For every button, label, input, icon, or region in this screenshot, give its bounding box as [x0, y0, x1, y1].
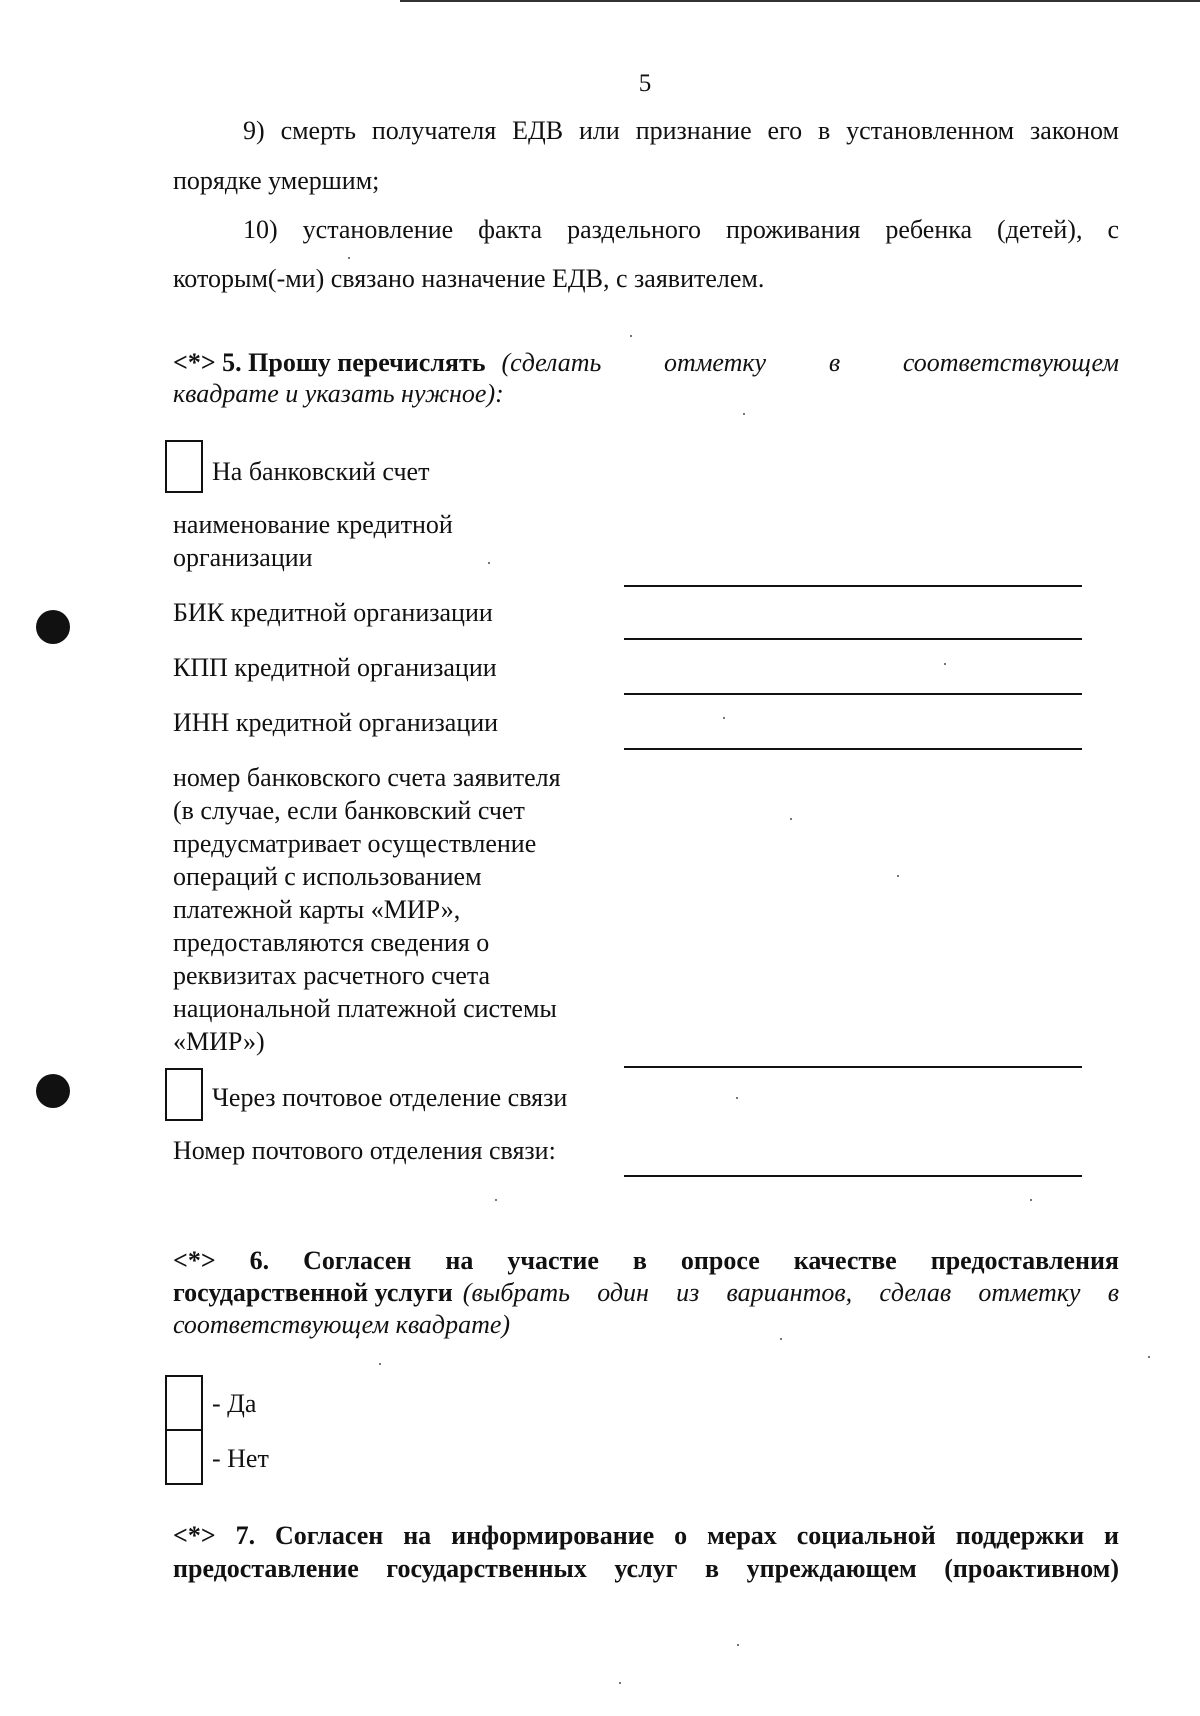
scan-speck	[495, 1199, 497, 1201]
scan-speck	[379, 1363, 381, 1365]
survey-yes-label: - Да	[212, 1389, 257, 1418]
bik-field[interactable]	[624, 638, 1082, 640]
kpp-label: КПП кредитной организации	[173, 653, 497, 682]
post-number-label: Номер почтового отделения связи:	[173, 1136, 556, 1165]
scan-speck	[897, 875, 899, 877]
survey-yes-checkbox[interactable]	[165, 1375, 203, 1431]
item-10-line2: которым(-ми) связано назначение ЕДВ, с заявителем.	[173, 264, 765, 293]
post-number-field[interactable]	[624, 1175, 1082, 1177]
section5-heading-bold: <*> 5. Прошу перечислять	[173, 348, 486, 377]
scan-speck	[780, 1338, 782, 1340]
bank-account-label: На банковский счет	[212, 457, 430, 486]
account-number-field[interactable]	[624, 1066, 1082, 1068]
item-10-line1: 10) установление факта раздельного проживания ребенка (детей), с	[243, 215, 1119, 244]
scan-speck	[488, 562, 490, 564]
scan-speck	[630, 335, 632, 337]
punch-hole-mark	[36, 1074, 70, 1108]
post-office-label: Через почтовое отделение связи	[212, 1083, 568, 1112]
account-label-line: номер банковского счета заявителя	[173, 763, 561, 792]
section6-instruction-2: соответствующем квадрате)	[173, 1310, 511, 1339]
section5-instruction-1: (сделать отметку в соответствующем	[501, 348, 1119, 377]
bank-account-checkbox[interactable]	[165, 440, 203, 493]
account-label-line: предусматривает осуществление	[173, 829, 537, 858]
scan-speck	[737, 1644, 739, 1646]
org-name-label-2: организации	[173, 543, 313, 572]
account-label-line: национальной платежной системы	[173, 994, 557, 1023]
punch-hole-mark	[36, 610, 70, 644]
account-label-line: операций с использованием	[173, 862, 482, 891]
top-border-line	[400, 0, 1200, 2]
account-label-line: «МИР»)	[173, 1027, 265, 1056]
account-label-line: реквизитах расчетного счета	[173, 961, 491, 990]
bik-label: БИК кредитной организации	[173, 598, 493, 627]
scan-speck	[790, 818, 792, 820]
section6-heading-line1: <*> 6. Согласен на участие в опросе качестве предоставления	[173, 1246, 1119, 1275]
scan-speck	[723, 717, 725, 719]
kpp-field[interactable]	[624, 693, 1082, 695]
survey-no-label: - Нет	[212, 1444, 269, 1473]
org-name-field[interactable]	[624, 585, 1082, 587]
section6-heading-line2	[173, 1277, 1119, 1308]
item-9-line1: 9) смерть получателя ЕДВ или признание его в установленном законом	[243, 116, 1119, 145]
scan-speck	[619, 1682, 621, 1684]
section5-instruction-2: квадрате и указать нужное):	[173, 379, 504, 408]
survey-no-checkbox[interactable]	[165, 1429, 203, 1485]
org-name-label-1: наименование кредитной	[173, 510, 453, 539]
inn-label: ИНН кредитной организации	[173, 708, 499, 737]
scan-speck	[1148, 1356, 1150, 1358]
item-9-line2: порядке умершим;	[173, 166, 380, 195]
account-label-line: платежной карты «МИР»,	[173, 895, 461, 924]
scan-speck	[944, 663, 946, 665]
account-label-line: (в случае, если банковский счет	[173, 796, 525, 825]
section7-heading-line2: предоставление государственных услуг в упреждающем (проактивном)	[173, 1554, 1119, 1583]
page-number: 5	[638, 70, 652, 97]
account-label-line: предоставляются сведения о	[173, 928, 490, 957]
scan-speck	[348, 257, 350, 259]
scan-speck	[1030, 1199, 1032, 1201]
post-office-checkbox[interactable]	[165, 1068, 203, 1121]
scan-speck	[736, 1097, 738, 1099]
scan-speck	[743, 413, 745, 415]
section6-heading-bold: государственной услуги	[173, 1278, 453, 1307]
section7-heading-line1: <*> 7. Согласен на информирование о мерах социальной поддержки и	[173, 1521, 1119, 1550]
section6-instruction-1: (выбрать один из вариантов, сделав отметку в	[462, 1278, 1119, 1307]
section5-heading-line1	[173, 347, 1119, 378]
inn-field[interactable]	[624, 748, 1082, 750]
